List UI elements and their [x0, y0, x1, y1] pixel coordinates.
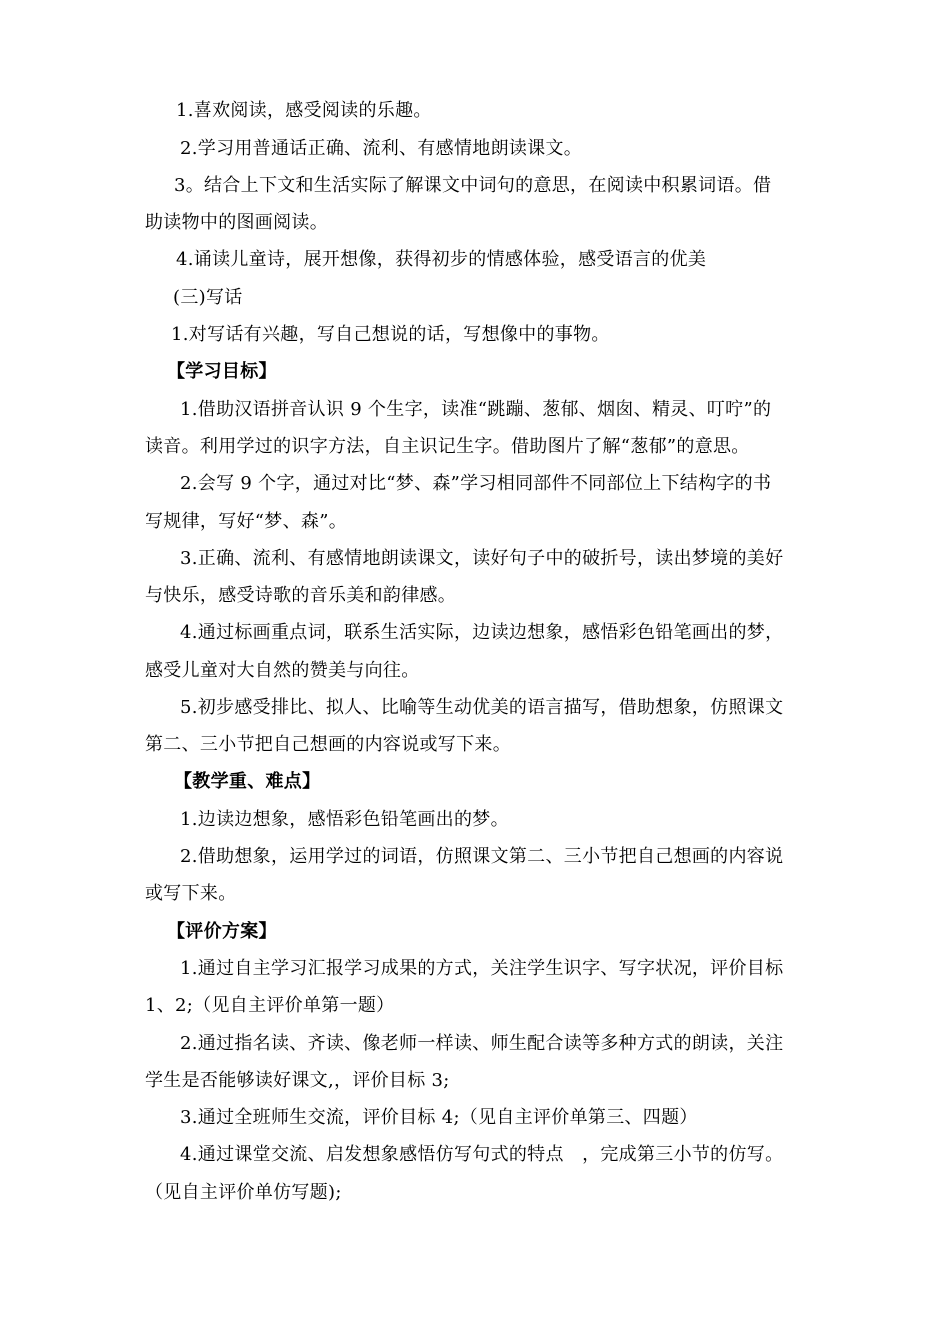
learning-goals-heading: 【学习目标】: [167, 361, 277, 382]
text-line: 1.喜欢阅读，感受阅读的乐趣。: [176, 100, 432, 121]
text-line: 1、2;（见自主评价单第一题）: [145, 995, 395, 1016]
text-line: 4.诵读儿童诗，展开想像，获得初步的情感体验，感受语言的优美: [176, 249, 707, 270]
text-line: 5.初步感受排比、拟人、比喻等生动优美的语言描写，借助想象，仿照课文: [180, 697, 784, 718]
text-line: 2.借助想象，运用学过的词语，仿照课文第二、三小节把自己想画的内容说: [180, 846, 784, 867]
section-heading: (三)写话: [173, 287, 243, 308]
key-points-heading: 【教学重、难点】: [174, 771, 321, 792]
text-line: （见自主评价单仿写题);: [145, 1182, 342, 1203]
evaluation-heading: 【评价方案】: [167, 921, 277, 942]
text-line: 写规律，写好“梦、森”。: [145, 511, 348, 532]
text-line: 3.通过全班师生交流，评价目标 4;（见自主评价单第三、四题）: [180, 1107, 698, 1128]
text-line: 读音。利用学过的识字方法，自主识记生字。借助图片了解“葱郁”的意思。: [145, 436, 750, 457]
text-line: 4.通过课堂交流、启发想象感悟仿写句式的特点 ，完成第三小节的仿写。: [180, 1144, 784, 1165]
text-line: 2.学习用普通话正确、流利、有感情地朗读课文。: [180, 138, 583, 159]
text-line: 或写下来。: [145, 883, 237, 904]
text-line: 学生是否能够读好课文,，评价目标 3;: [145, 1070, 450, 1091]
text-line: 1.边读边想象，感悟彩色铅笔画出的梦。: [180, 809, 509, 830]
text-line: 3.正确、流利、有感情地朗读课文，读好句子中的破折号，读出梦境的美好: [180, 548, 784, 569]
text-line: 助读物中的图画阅读。: [145, 212, 328, 233]
text-line: 1.对写话有兴趣，写自己想说的话，写想像中的事物。: [171, 324, 610, 345]
text-line: 第二、三小节把自己想画的内容说或写下来。: [145, 734, 511, 755]
text-line: 感受儿童对大自然的赞美与向往。: [145, 660, 420, 681]
text-line: 3。结合上下文和生活实际了解课文中词句的意思，在阅读中积累词语。借: [174, 175, 772, 196]
text-line: 与快乐，感受诗歌的音乐美和韵律感。: [145, 585, 457, 606]
text-line: 2.会写 9 个字，通过对比“梦、森”学习相同部件不同部位上下结构字的书: [180, 473, 772, 494]
text-line: 2.通过指名读、齐读、像老师一样读、师生配合读等多种方式的朗读，关注: [180, 1033, 784, 1054]
text-line: 4.通过标画重点词，联系生活实际，边读边想象，感悟彩色铅笔画出的梦，: [180, 622, 784, 643]
text-line: 1.借助汉语拼音认识 9 个生字，读准“跳蹦、葱郁、烟囱、精灵、叮咛”的: [180, 399, 772, 420]
text-line: 1.通过自主学习汇报学习成果的方式，关注学生识字、写字状况，评价目标: [180, 958, 784, 979]
